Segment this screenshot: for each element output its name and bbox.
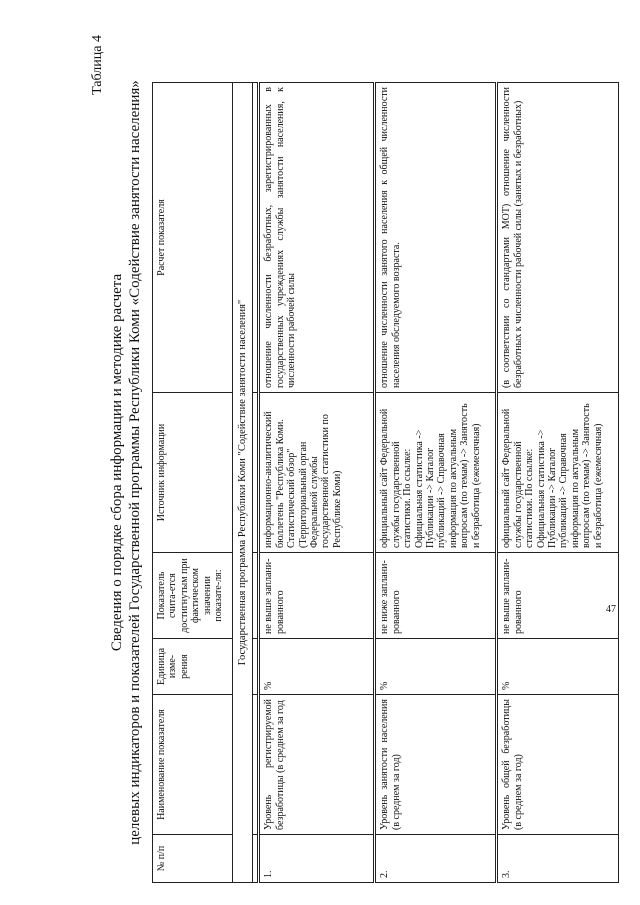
row-target: не выше заплани-рованного bbox=[497, 553, 619, 639]
row-calc: отношение численности безработных, зарегистрированных в государственных учреждениях службы занятости населения, к численности рабочей силы bbox=[259, 83, 375, 393]
row-unit: % bbox=[497, 639, 619, 695]
table-row bbox=[497, 83, 619, 883]
document-title-line1: Сведения о порядке сбора информации и методике расчета bbox=[109, 273, 125, 652]
table-header-row bbox=[153, 83, 233, 883]
page-number: 47 bbox=[606, 604, 616, 615]
row-target: не ниже заплани-рованного bbox=[375, 553, 497, 639]
header-name: Наименование показателя bbox=[153, 695, 233, 835]
document-title-line2: целевых индикаторов и показателей Государственной программы Республики Коми «Содействие занятости населения» bbox=[127, 80, 143, 845]
row-target: не выше заплани-рованного bbox=[259, 553, 375, 639]
section-title: Государственная программа Республики Коми "Содействие занятости населения" bbox=[233, 83, 253, 883]
row-source: официальный сайт Федеральной службы государственной статистики. По ссылке: Официальная статистика -> Публикации -> Каталог публикаций -> Справочная информация по актуальным вопросам (по темам) -> Занятость и безработица (ежемесячная) bbox=[375, 393, 497, 553]
header-calc: Расчет показателя bbox=[153, 83, 233, 393]
row-num: 3. bbox=[497, 835, 619, 883]
indicators-table bbox=[152, 82, 619, 883]
rotated-page-content bbox=[90, 30, 610, 895]
row-name: Уровень регистрируемой безработицы (в среднем за год bbox=[259, 695, 375, 835]
header-target: Показатель счита-ется достигнутым при фактическом значении показате-ля: bbox=[153, 553, 233, 639]
row-num: 1. bbox=[259, 835, 375, 883]
header-source: Источник информации bbox=[153, 393, 233, 553]
header-num: № п/п bbox=[153, 835, 233, 883]
row-source: информационно-аналитический бюллетень "Республика Коми. Статистический обзор" (Территориальный орган Федеральной службы государственной статистики по Республике Коми) bbox=[259, 393, 375, 553]
header-unit: Единица изме-рения bbox=[153, 639, 233, 695]
table-row bbox=[375, 83, 497, 883]
row-source: официальный сайт Федеральной службы государственной статистики. По ссылке: Официальная статистика -> Публикации -> Каталог публикаций -> Справочная информация по актуальным вопросам (по темам) -> Занятость и безработица (ежемесячная) bbox=[497, 393, 619, 553]
table-number: Таблица 4 bbox=[90, 35, 105, 95]
row-unit: % bbox=[259, 639, 375, 695]
row-name: Уровень занятости населения (в среднем за год) bbox=[375, 695, 497, 835]
row-calc: (в соответствии со стандартами МОТ) отношение численности безработных к численности рабочей силы (занятых и безработных) bbox=[497, 83, 619, 393]
section-row bbox=[233, 83, 253, 883]
row-calc: отношение численности занятого населения к общей численности населения обследуемого возраста. bbox=[375, 83, 497, 393]
table-row bbox=[259, 83, 375, 883]
row-num: 2. bbox=[375, 835, 497, 883]
row-unit: % bbox=[375, 639, 497, 695]
row-name: Уровень общей безработицы (в среднем за год) bbox=[497, 695, 619, 835]
